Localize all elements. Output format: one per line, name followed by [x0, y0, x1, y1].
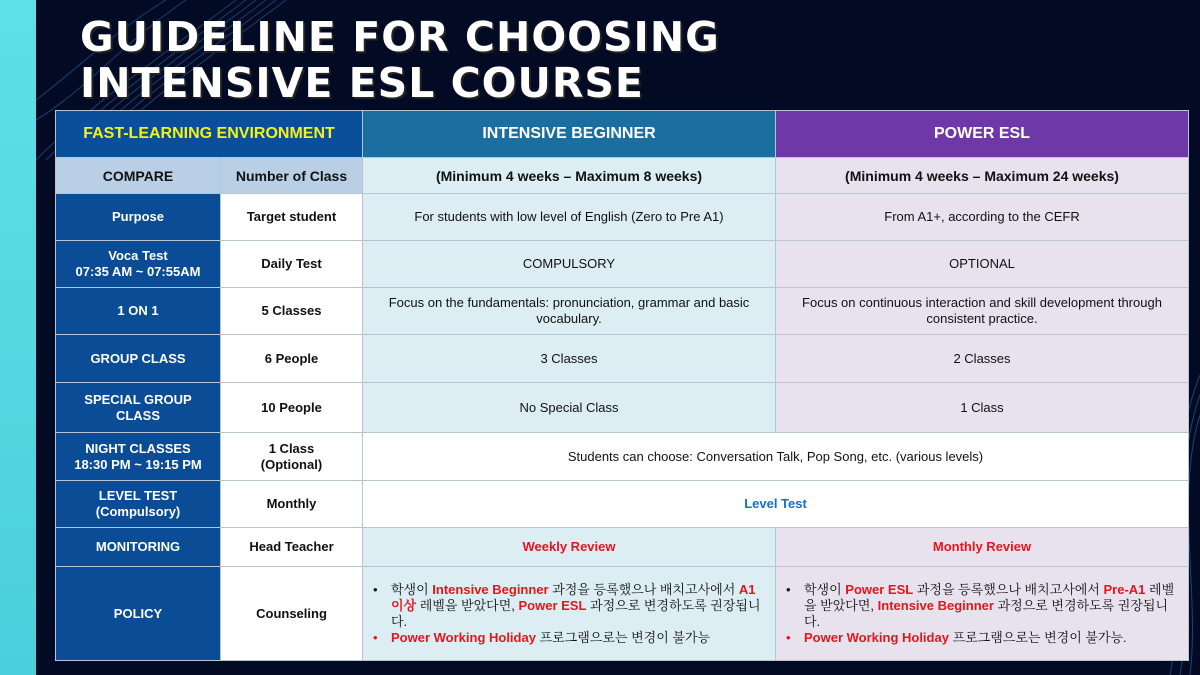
compare-label: COMPARE	[56, 158, 221, 194]
policy-item: • 학생이 Power ESL 과정을 등록했으나 배치고사에서 Pre-A1 레벨을 받았다면, Intensive Beginner 과정으로 변경하도록 권장됩니다.	[782, 582, 1182, 630]
ib-cell: COMPULSORY	[363, 241, 776, 288]
comparison-table	[55, 110, 1189, 661]
page-title: GUIDELINE FOR CHOOSING INTENSIVE ESL COURSE	[80, 13, 720, 107]
table-row	[56, 194, 1189, 241]
pw-cell: From A1+, according to the CEFR	[776, 194, 1189, 241]
policy-item: • Power Working Holiday 프로그램으로는 변경이 불가능	[369, 630, 769, 646]
pw-cell: Focus on continuous interaction and skill development through consistent practice.	[776, 288, 1189, 335]
level-test-cell: Level Test	[363, 481, 1189, 528]
pw-policy	[776, 567, 1189, 661]
row-sub: 1 Class (Optional)	[221, 433, 363, 481]
pw-cell: Monthly Review	[776, 528, 1189, 567]
row-label: NIGHT CLASSES 18:30 PM ~ 19:15 PM	[56, 433, 221, 481]
row-label: GROUP CLASS	[56, 335, 221, 383]
row-label: MONITORING	[56, 528, 221, 567]
header-intensive-beginner: INTENSIVE BEGINNER	[363, 111, 776, 158]
row-sub: Target student	[221, 194, 363, 241]
table-row	[56, 288, 1189, 335]
table-row	[56, 481, 1189, 528]
row-sub: Counseling	[221, 567, 363, 661]
header-env: FAST-LEARNING ENVIRONMENT	[56, 111, 363, 158]
row-label: POLICY	[56, 567, 221, 661]
row-label: 1 ON 1	[56, 288, 221, 335]
pw-cell: OPTIONAL	[776, 241, 1189, 288]
ib-cell: 3 Classes	[363, 335, 776, 383]
ib-cell: Weekly Review	[363, 528, 776, 567]
row-sub: Daily Test	[221, 241, 363, 288]
table-row	[56, 433, 1189, 481]
row-sub: 6 People	[221, 335, 363, 383]
row-label: Purpose	[56, 194, 221, 241]
row-sub: 10 People	[221, 383, 363, 433]
pw-cell: 2 Classes	[776, 335, 1189, 383]
row-label: LEVEL TEST (Compulsory)	[56, 481, 221, 528]
table-row	[56, 335, 1189, 383]
ib-policy	[363, 567, 776, 661]
pw-duration: (Minimum 4 weeks – Maximum 24 weeks)	[776, 158, 1189, 194]
accent-stripe	[0, 0, 36, 675]
ib-cell: Focus on the fundamentals: pronunciation, grammar and basic vocabulary.	[363, 288, 776, 335]
pw-cell: 1 Class	[776, 383, 1189, 433]
number-of-class-label: Number of Class	[221, 158, 363, 194]
ib-duration: (Minimum 4 weeks – Maximum 8 weeks)	[363, 158, 776, 194]
row-sub: Head Teacher	[221, 528, 363, 567]
table-row	[56, 567, 1189, 661]
row-sub: Monthly	[221, 481, 363, 528]
ib-cell: No Special Class	[363, 383, 776, 433]
policy-item: • 학생이 Intensive Beginner 과정을 등록했으나 배치고사에서 A1 이상 레벨을 받았다면, Power ESL 과정으로 변경하도록 권장됩니다.	[369, 582, 769, 630]
policy-item: • Power Working Holiday 프로그램으로는 변경이 불가능.	[782, 630, 1182, 646]
row-label: Voca Test 07:35 AM ~ 07:55AM	[56, 241, 221, 288]
ib-cell: For students with low level of English (Zero to Pre A1)	[363, 194, 776, 241]
table-row	[56, 241, 1189, 288]
table-row	[56, 528, 1189, 567]
row-sub: 5 Classes	[221, 288, 363, 335]
shared-cell: Students can choose: Conversation Talk, Pop Song, etc. (various levels)	[363, 433, 1189, 481]
table-row	[56, 383, 1189, 433]
row-label: SPECIAL GROUP CLASS	[56, 383, 221, 433]
header-power-esl: POWER ESL	[776, 111, 1189, 158]
